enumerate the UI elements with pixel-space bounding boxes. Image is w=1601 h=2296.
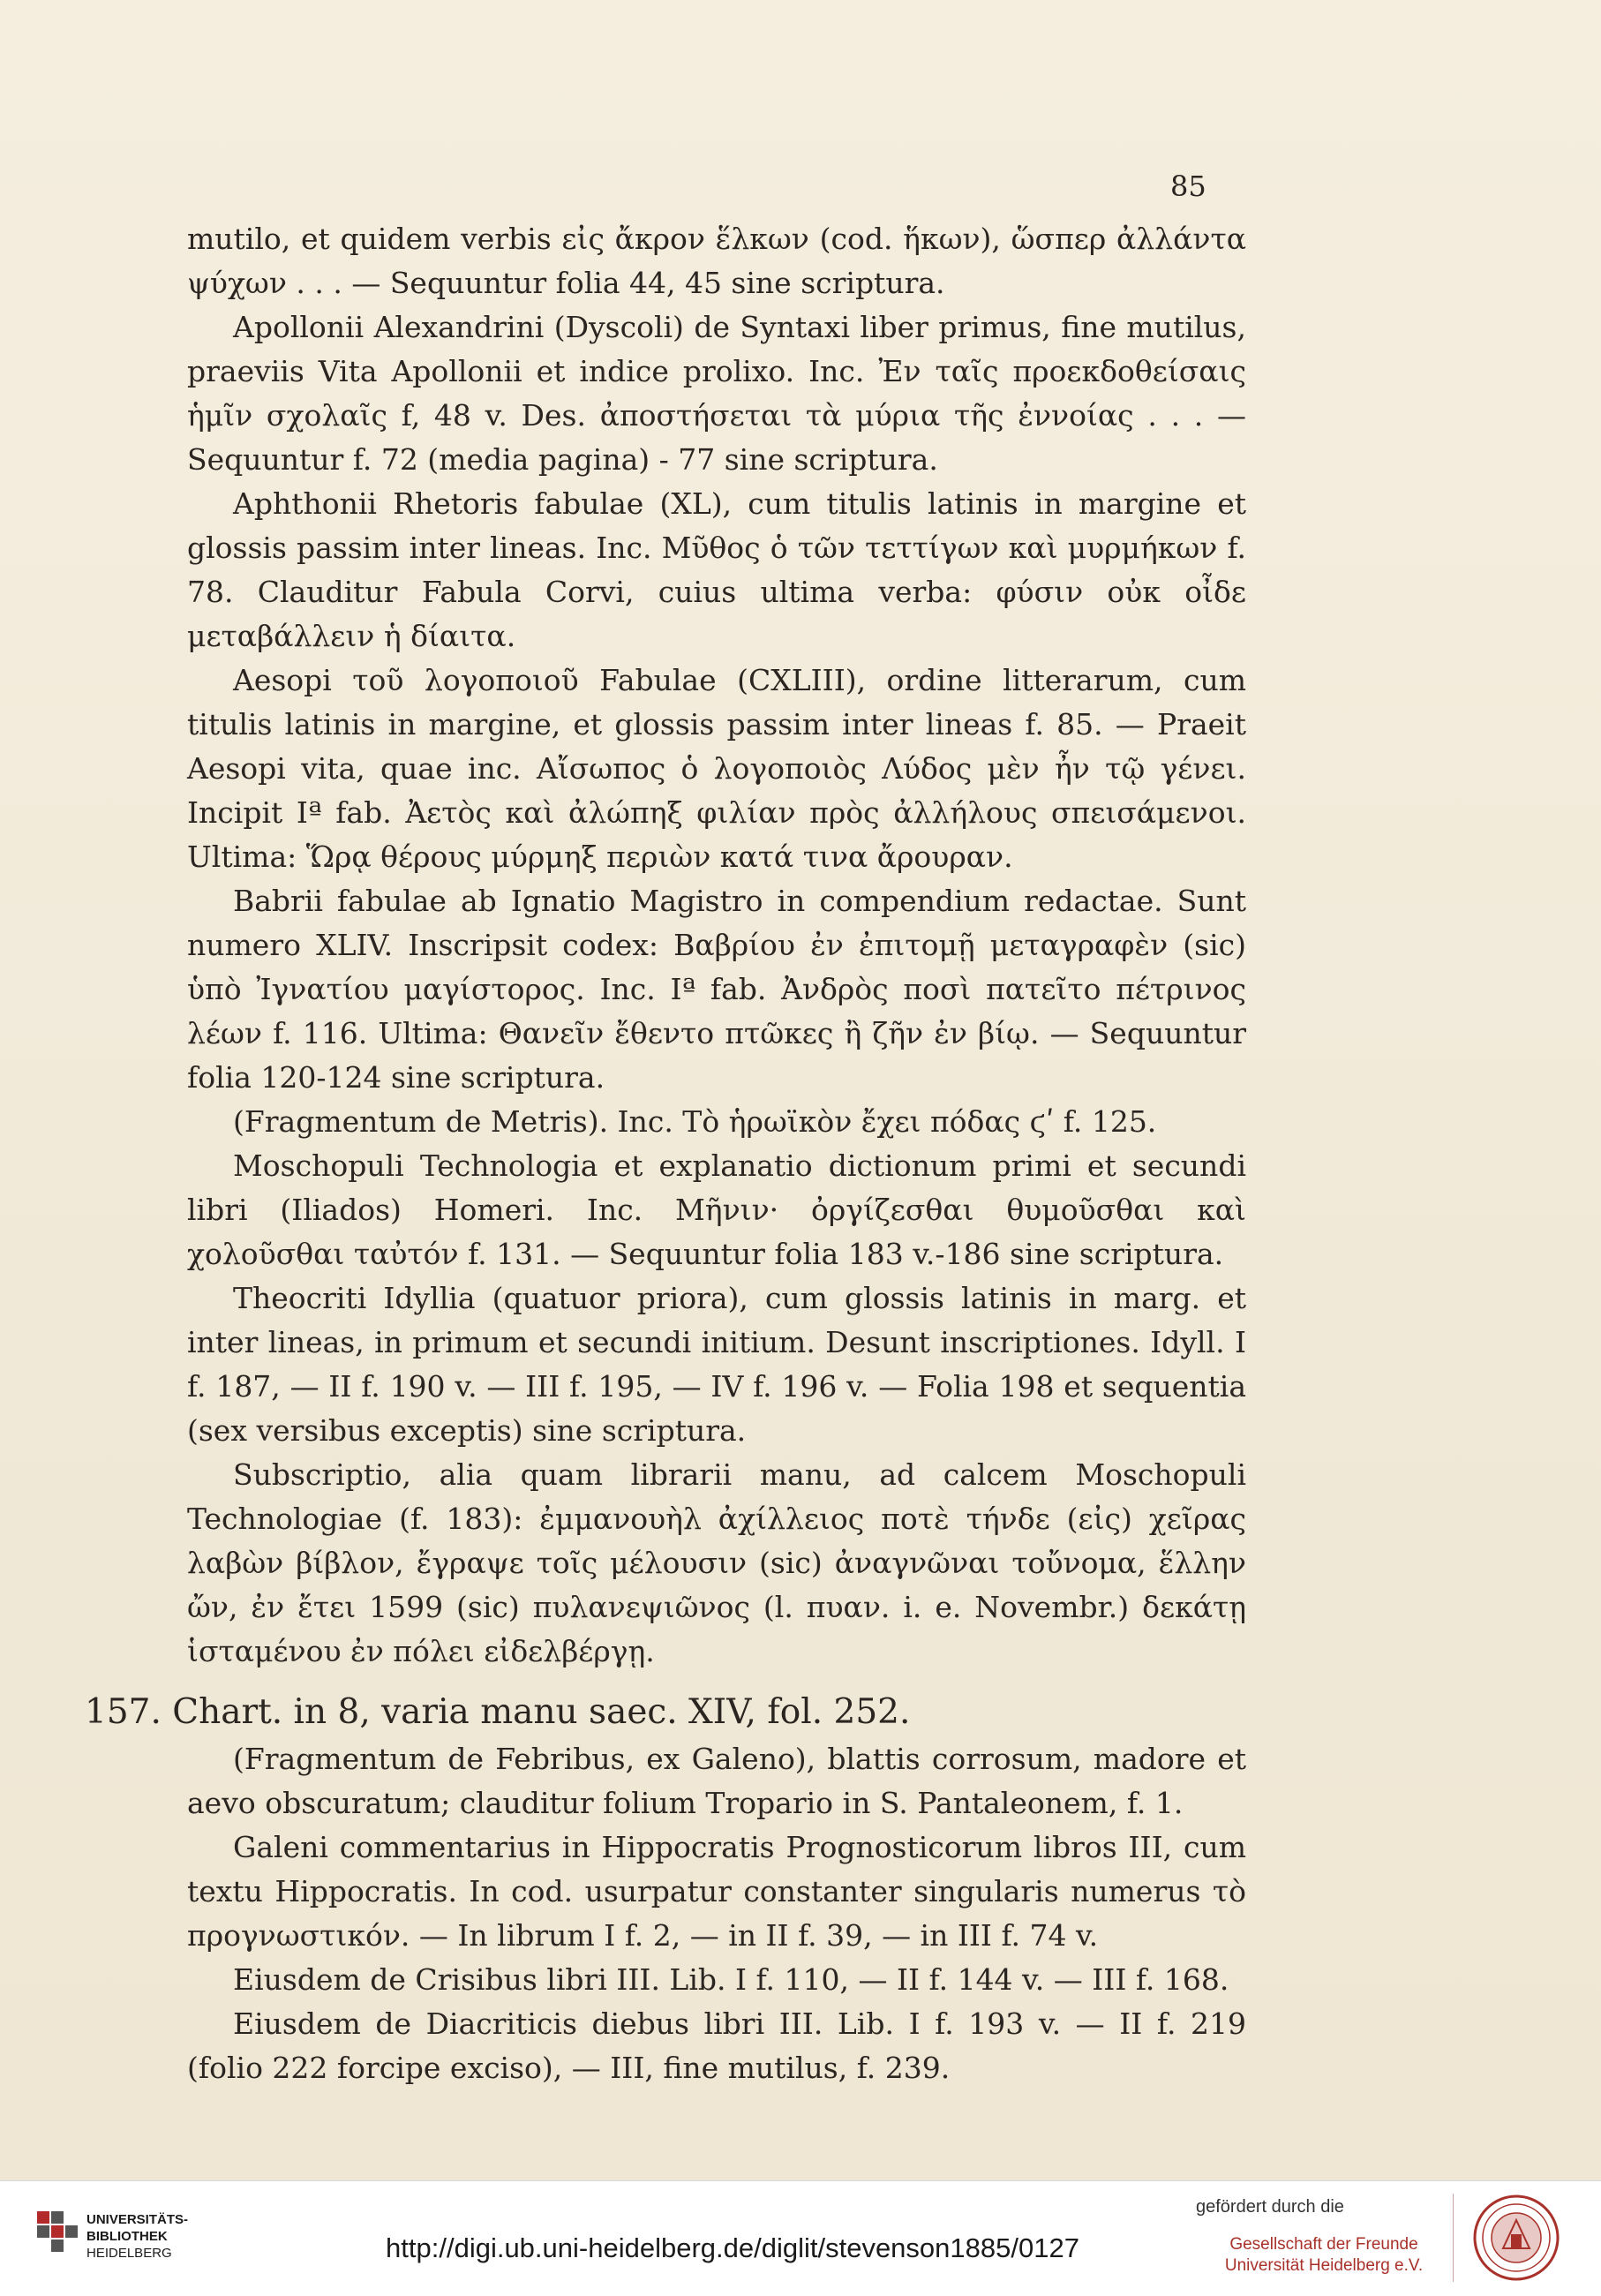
library-name-line: UNIVERSITÄTS- (86, 2212, 189, 2227)
paragraph-aesop: Aesopi τοῦ λογοποιοῦ Fabulae (CXLIII), ordine litterarum, cum titulis latinis in margine, et glossis passim inter lineas f. 85. — Praeit Aesopi vita, quae inc. Αἴσωπος ὁ λογοποιὸς Λύδος μὲν ἦν τῷ γένει. Incipit Iª fab. Ἀετὸς καὶ ἀλώπηξ φιλίαν πρὸς ἀλλήλους σπεισάμενοι. Ultima: Ὥρᾳ θέρους μύρμηξ περιὼν κατά τινα ἄρουραν. (187, 663, 1246, 874)
library-name-line: BIBLIOTHEK (86, 2229, 168, 2244)
library-name (86, 2211, 263, 2262)
paragraph-theocritus: Theocriti Idyllia (quatuor priora), cum glossis latinis in marg. et inter lineas, in primum et secundi initium. Desunt inscriptiones. Idyll. I f. 187, — II f. 190 v. — III f. 195, — IV f. 196 v. — Folia 198 et sequentia (sex versibus exceptis) sine scriptura. (187, 1281, 1246, 1448)
paragraph-subscriptio: Subscriptio, alia quam librarii manu, ad calcem Moschopuli Technologiae (f. 183): ἐμμανουὴλ ἀχίλλειος ποτὲ τήνδε (εἰς) χεῖρας λαβὼν βίβλον, ἔγραψε τοῖς μέλουσιν (sic) ἀναγνῶναι τοὔνομα, ἕλλην ὤν, ἐν ἔτει 1599 (sic) πυλανεψιῶνος (l. πυαν. i. e. Novembr.) δεκάτῃ ἱσταμένου ἐν πόλει εἰδελβέργῃ. (187, 1457, 1246, 1668)
paragraph-moschopulus: Moschopuli Technologia et explanatio dictionum primi et secundi libri (Iliados) Homeri. Inc. Μῆνιν· ὀργίζεσθαι θυμοῦσθαι καὶ χολοῦσθαι ταὐτόν f. 131. — Sequuntur folia 183 v.-186 sine scriptura. (187, 1148, 1246, 1271)
paragraph-metris: (Fragmentum de Metris). Inc. Τὸ ἡρωϊκὸν ἔχει πόδας ϛʹ f. 125. (233, 1104, 1157, 1139)
footer-divider (1453, 2194, 1454, 2282)
paragraph-babrius: Babrii fabulae ab Ignatio Magistro in compendium redactae. Sunt numero XLIV. Inscripsit codex: Βαβρίου ἐν ἐπιτομῇ μεταγραφὲν (sic) ὑπὸ Ἰγνατίου μαγίστορος. Inc. Iª fab. Ἀνδρὸς ποσὶ πατεῖτο πέτρινος λέων f. 116. Ultima: Θανεῖν ἔθεντο πτῶκες ἢ ζῆν ἐν βίῳ. — Sequuntur folia 120-124 sine scriptura. (187, 884, 1246, 1095)
entry-157-heading: 157. Chart. in 8, varia manu saec. XIV, fol. 252. (85, 1692, 911, 1732)
catalogue-text (85, 217, 1246, 2090)
university-seal-icon (1472, 2194, 1560, 2282)
library-name-line: HEIDELBERG (86, 2246, 172, 2261)
paragraph-diacriticis: Eiusdem de Diacriticis diebus libri III. Lib. I f. 193 v. — II f. 219 (folio 222 forcipe exciso), — III, fine mutilus, f. 239. (187, 2006, 1246, 2085)
sponsor-label: gefördert durch die (1196, 2197, 1344, 2217)
paragraph-apollonius: Apollonii Alexandrini (Dyscoli) de Syntaxi liber primus, fine mutilus, praeviis Vita Apollonii et indice prolixo. Inc. Ἐν ταῖς προεκδοθείσαις ἡμῖν σχολαῖς f, 48 v. Des. ἀποστήσεται τὰ μύρια τῆς ἐννοίας . . . — Sequuntur f. 72 (media pagina) - 77 sine scriptura. (187, 310, 1246, 477)
paragraph-aphthonius: Aphthonii Rhetoris fabulae (XL), cum titulis latinis in margine et glossis passim inter lineas. Inc. Μῦθος ὁ τῶν τεττίγων καὶ μυρμήκων f. 78. Clauditur Fabula Corvi, cuius ultima verba: φύσιν οὐκ οἶδε μεταβάλλειν ἡ δίαιτα. (187, 486, 1246, 653)
university-library-logo-icon (37, 2211, 78, 2264)
paragraph-crisibus: Eiusdem de Crisibus libri III. Lib. I f. 110, — II f. 144 v. — III f. 168. (233, 1962, 1229, 1997)
permalink-url[interactable]: http://digi.ub.uni-heidelberg.de/diglit/stevenson1885/0127 (386, 2232, 1079, 2263)
paragraph-galen-prognostic: Galeni commentarius in Hippocratis Prognosticorum libros III, cum textu Hippocratis. In cod. usurpatur constanter singularis numerus τὸ προγνωστικόν. — In librum I f. 2, — in II f. 39, — in III f. 74 v. (187, 1830, 1246, 1953)
sponsor-name-line: Gesellschaft der Freunde (1229, 2235, 1418, 2254)
paragraph-continuation: mutilo, et quidem verbis εἰς ἄκρον ἕλκων (cod. ἥκων), ὥσπερ ἀλλάντα ψύχων . . . — Sequuntur folia 44, 45 sine scriptura. (187, 222, 1246, 300)
page-number: 85 (1170, 169, 1206, 203)
footer-bar (0, 2180, 1601, 2296)
sponsor-name (1214, 2234, 1434, 2277)
paragraph-febribus: (Fragmentum de Febribus, ex Galeno), blattis corrosum, madore et aevo obscuratum; clauditur folium Tropario in S. Pantaleonem, f. 1. (187, 1742, 1246, 1820)
sponsor-name-line: Universität Heidelberg e.V. (1224, 2256, 1424, 2275)
